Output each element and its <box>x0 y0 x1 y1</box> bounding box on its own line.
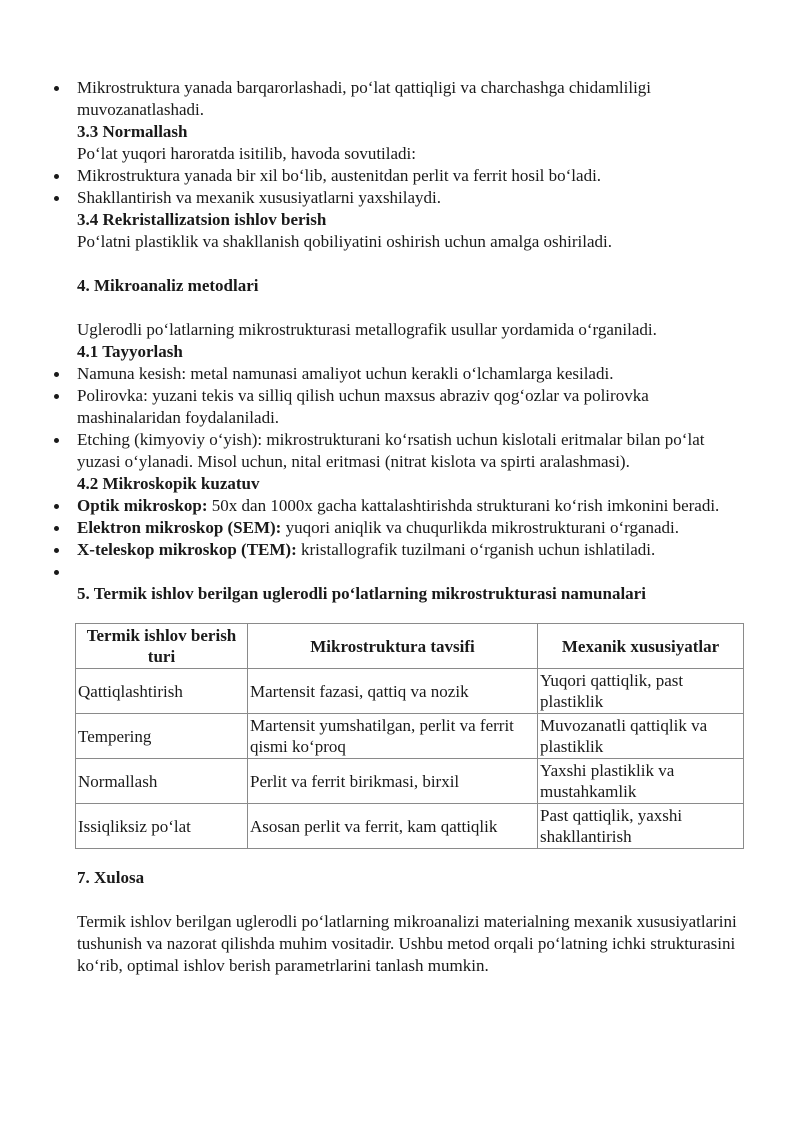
list-item: Shakllantirish va mexanik xususiyatlarni yaxshilaydi. <box>77 187 737 209</box>
table-header-row <box>76 624 744 669</box>
table-cell: Martensit fazasi, qattiq va nozik <box>248 669 538 714</box>
list-item <box>77 495 737 517</box>
table-cell: Yuqori qattiqlik, past plastiklik <box>538 669 744 714</box>
table-cell: Tempering <box>76 714 248 759</box>
list-item: Mikrostruktura yanada barqarorlashadi, po‘lat qattiqligi va charchashga chidamliligi muvozanatlashadi. <box>77 77 737 121</box>
table-cell: Asosan perlit va ferrit, kam qattiqlik <box>248 804 538 849</box>
table-cell: Yaxshi plastiklik va mustahkamlik <box>538 759 744 804</box>
definition: 50x dan 1000x gacha kattalashtirishda strukturani ko‘rish imkonini beradi. <box>207 496 720 515</box>
table-cell: Issiqliksiz po‘lat <box>76 804 248 849</box>
bullet-list <box>77 495 737 583</box>
paragraph: Uglerodli po‘latlarning mikrostrukturasi metallografik usullar yordamida o‘rganiladi. <box>77 320 657 339</box>
list-item: Polirovka: yuzani tekis va silliq qilish uchun maxsus abraziv qog‘ozlar va polirovka mashinalaridan foydalaniladi. <box>77 385 737 429</box>
definition: kristallografik tuzilmani o‘rganish uchun ishlatiladi. <box>296 540 656 559</box>
bullet-list <box>77 165 737 209</box>
list-item: Etching (kimyoviy o‘yish): mikrostrukturani ko‘rsatish uchun kislotali eritmalar bilan po‘lat yuzasi o‘ylanadi. Misol uchun, nital eritmasi (nitrat kislota va spirti aralashmasi). <box>77 429 737 473</box>
list-item: Namuna kesish: metal namunasi amaliyot uchun kerakli o‘lchamlarga kesiladi. <box>77 363 737 385</box>
table-row <box>76 714 744 759</box>
table-cell: Martensit yumshatilgan, perlit va ferrit qismi ko‘proq <box>248 714 538 759</box>
term: X-teleskop mikroskop (TEM): <box>77 540 297 559</box>
table-header-cell: Termik ishlov berish turi <box>76 624 248 669</box>
empty-list-item <box>77 561 737 583</box>
bullet-list <box>77 363 737 473</box>
table-row <box>76 804 744 849</box>
table-cell: Perlit va ferrit birikmasi, birxil <box>248 759 538 804</box>
document-content <box>77 77 737 977</box>
subheading-rekristallizatsion: 3.4 Rekristallizatsion ishlov berish <box>77 210 327 229</box>
table-cell: Normallash <box>76 759 248 804</box>
bullet-list <box>77 77 737 121</box>
term: Elektron mikroskop (SEM): <box>77 518 282 537</box>
list-item: Mikrostruktura yanada bir xil bo‘lib, austenitdan perlit va ferrit hosil bo‘ladi. <box>77 165 737 187</box>
table-cell: Qattiqlashtirish <box>76 669 248 714</box>
section-heading-4: 4. Mikroanaliz metodlari <box>77 276 259 295</box>
table-row <box>76 759 744 804</box>
paragraph: Po‘lat yuqori haroratda isitilib, havoda sovutiladi: <box>77 144 416 163</box>
list-item <box>77 517 737 539</box>
paragraph: Termik ishlov berilgan uglerodli po‘latlarning mikroanalizi materialning mexanik xususiyatlarini tushunish va nazorat qilishda muhim vositadir. Ushbu metod orqali po‘latning ichki strukturasini ko‘rib, optimal ishlov berish parametrlarini tanlash mumkin. <box>77 912 737 975</box>
paragraph: Po‘latni plastiklik va shakllanish qobiliyatini oshirish uchun amalga oshiriladi. <box>77 232 612 251</box>
section-heading-7: 7. Xulosa <box>77 868 145 887</box>
table-row <box>76 669 744 714</box>
definition: yuqori aniqlik va chuqurlikda mikrostrukturani o‘rganadi. <box>281 518 680 537</box>
list-item <box>77 539 737 561</box>
microstructure-table <box>75 623 744 849</box>
table-header-cell: Mikrostruktura tavsifi <box>248 624 538 669</box>
table-header-cell: Mexanik xususiyatlar <box>538 624 744 669</box>
term: Optik mikroskop: <box>77 496 208 515</box>
section-heading-5: 5. Termik ishlov berilgan uglerodli po‘latlarning mikrostrukturasi namunalari <box>77 584 646 603</box>
table-cell: Muvozanatli qattiqlik va plastiklik <box>538 714 744 759</box>
subheading-mikroskopik-kuzatuv: 4.2 Mikroskopik kuzatuv <box>77 474 260 493</box>
subheading-normallash: 3.3 Normallash <box>77 122 188 141</box>
table-cell: Past qattiqlik, yaxshi shakllantirish <box>538 804 744 849</box>
subheading-tayyorlash: 4.1 Tayyorlash <box>77 342 183 361</box>
